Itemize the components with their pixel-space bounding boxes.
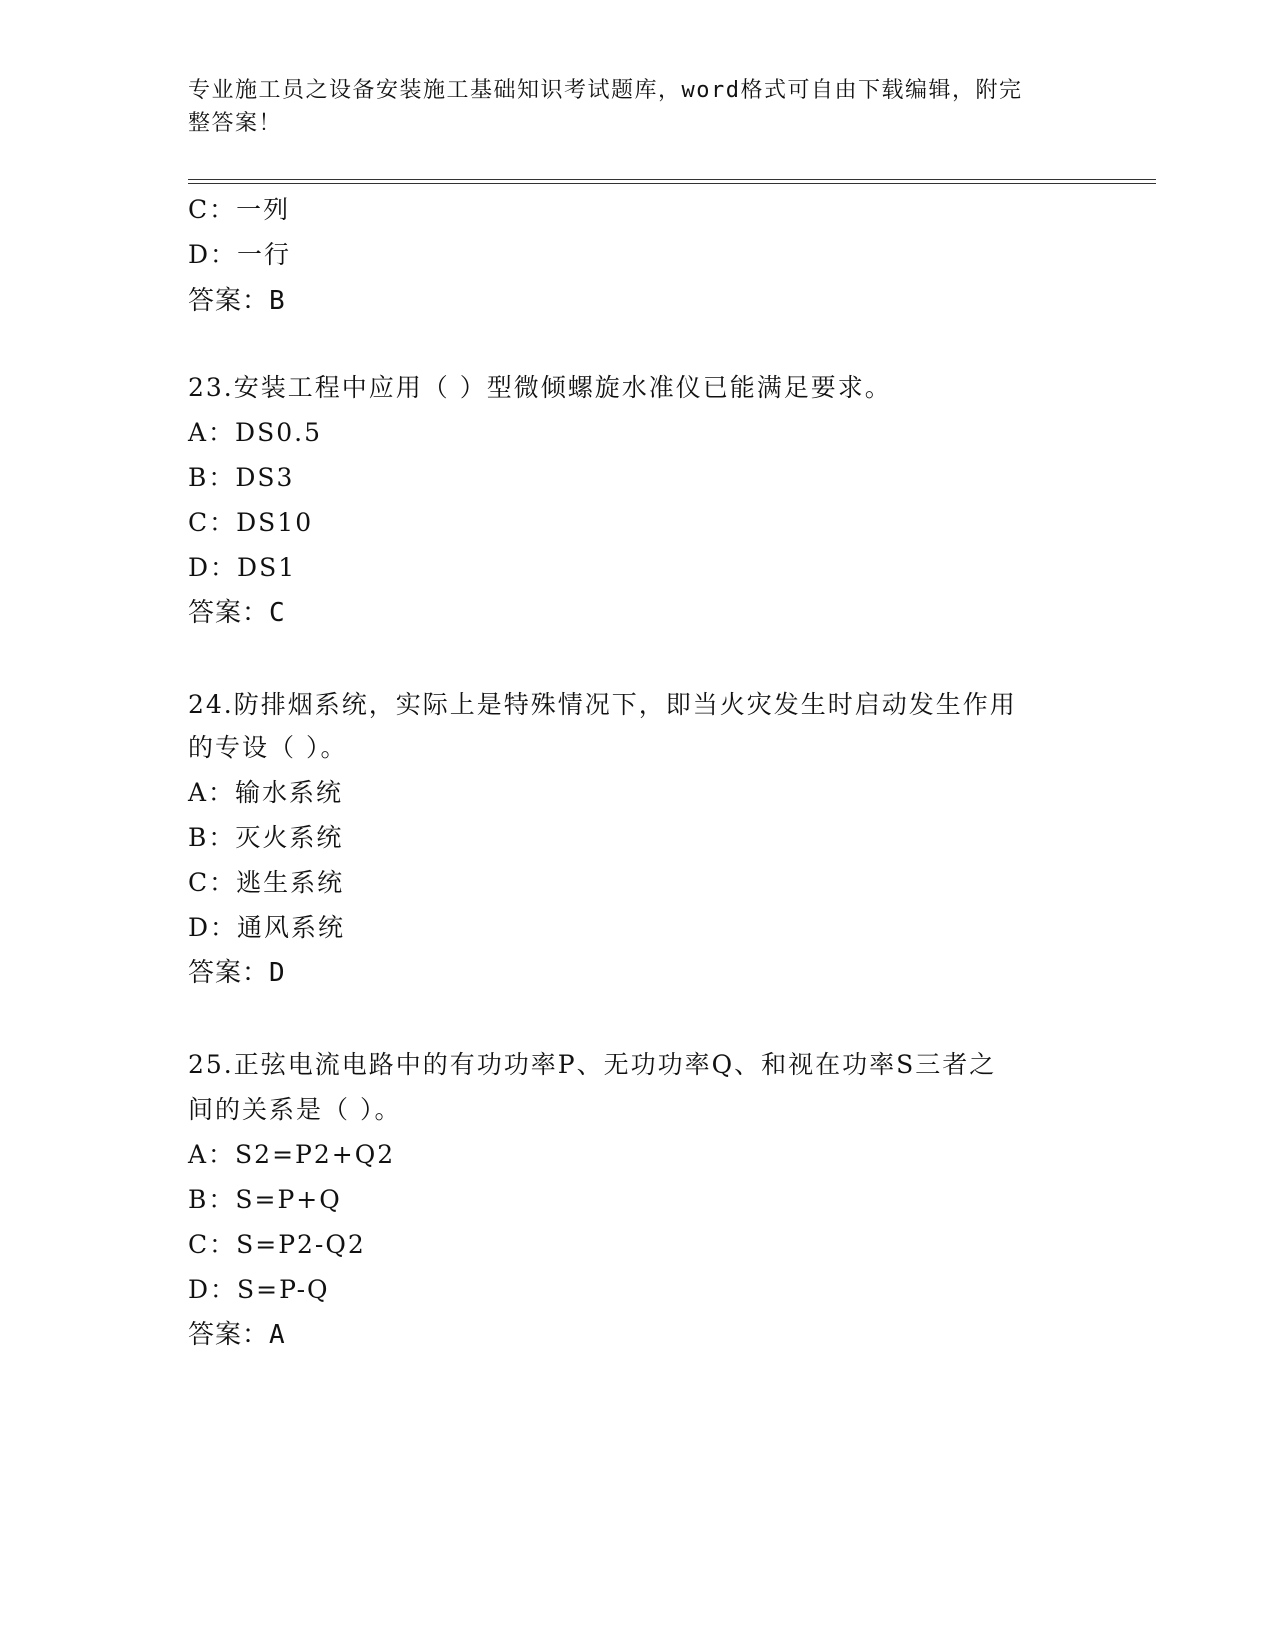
answer-line <box>188 286 286 316</box>
header-line-1: 专业施工员之设备安装施工基础知识考试题库，word格式可自由下载编辑，附完 <box>188 78 1023 103</box>
question-25-option-a: A：S2=P2+Q2 <box>188 1140 396 1169</box>
question-23-option-c: C：DS10 <box>188 508 314 537</box>
question-23-option-a: A：DS0.5 <box>188 418 322 447</box>
header-divider-bottom <box>188 183 1156 184</box>
answer-label: 答案： <box>188 598 270 628</box>
header-divider-top <box>188 179 1156 180</box>
question-24-answer <box>188 958 286 988</box>
question-25-option-d: D：S=P-Q <box>188 1275 330 1304</box>
question-23-answer <box>188 598 286 628</box>
question-23-text: 23.安装工程中应用（ ）型微倾螺旋水准仪已能满足要求。 <box>188 373 892 402</box>
question-23-option-b: B：DS3 <box>188 463 295 492</box>
option-c: C：一列 <box>188 195 291 224</box>
question-24-option-a: A：输水系统 <box>188 778 344 807</box>
question-25-text-line-1: 25.正弦电流电路中的有功功率P、无功功率Q、和视在功率S三者之 <box>188 1050 997 1079</box>
option-d: D：一行 <box>188 240 292 269</box>
answer-value: D <box>269 958 286 988</box>
header-line-2: 整答案！ <box>188 111 283 136</box>
answer-label: 答案： <box>188 286 270 316</box>
question-24-option-b: B：灭火系统 <box>188 823 344 852</box>
answer-value: C <box>269 598 286 628</box>
question-25-text-line-2: 间的关系是（ ）。 <box>188 1095 402 1124</box>
answer-value: B <box>269 286 286 316</box>
question-25-option-c: C：S=P2-Q2 <box>188 1230 366 1259</box>
answer-label: 答案： <box>188 1320 270 1350</box>
question-25-answer <box>188 1320 286 1350</box>
question-24-text-line-2: 的专设（ ）。 <box>188 733 348 762</box>
answer-value: A <box>269 1320 286 1350</box>
question-24-option-c: C：逃生系统 <box>188 868 345 897</box>
question-24-text-line-1: 24.防排烟系统，实际上是特殊情况下，即当火灾发生时启动发生作用 <box>188 690 1017 719</box>
question-25-option-b: B：S=P+Q <box>188 1185 342 1214</box>
question-23-option-d: D：DS1 <box>188 553 297 582</box>
question-24-option-d: D：通风系统 <box>188 913 346 942</box>
answer-label: 答案： <box>188 958 270 988</box>
document-header <box>188 74 1068 140</box>
